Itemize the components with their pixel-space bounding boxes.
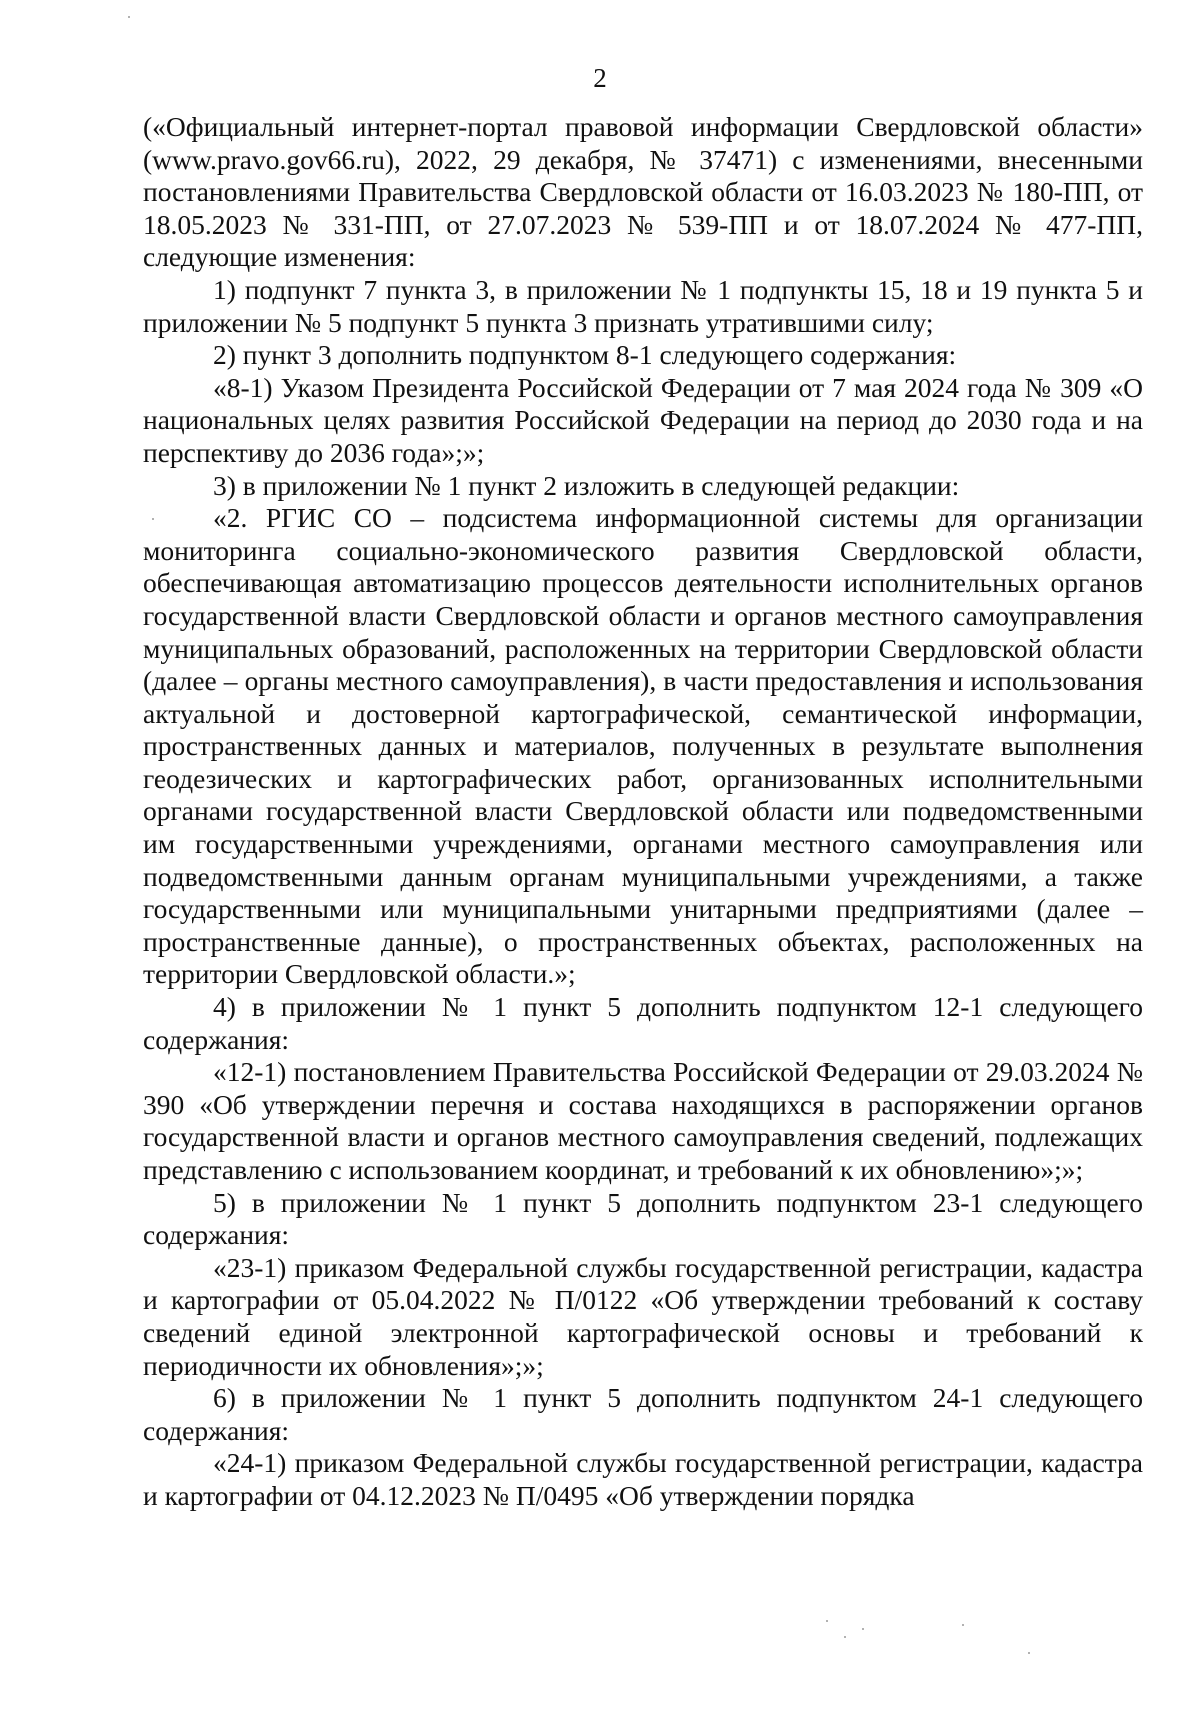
- scan-speck: [826, 1620, 828, 1622]
- paragraph-item-1: 1) подпункт 7 пункта 3, в приложении № 1 подпункты 15, 18 и 19 пункта 5 и приложении № 5 подпункт 5 пункта 3 признать утратившими силу;: [143, 273, 1143, 338]
- document-body: [143, 111, 1143, 1513]
- page-number: 2: [593, 63, 607, 93]
- scan-speck: [844, 1636, 846, 1638]
- paragraph-quote-rgis-definition: «2. РГИС СО – подсистема информационной системы для организации мониторинга социально-экономического развития Свердловской области, обеспечивающая автоматизацию процессов деятельности исполнительных органов государственной власти Свердловской области и органов местного самоуправления муниципальных образований, расположенных на территории Свердловской области (далее – органы местного самоуправления), в части предоставления и использования актуальной и достоверной картографической, семантической информации, пространственных данных и материалов, полученных в результате выполнения геодезических и картографических работ, организованных исполнительными органами государственной власти Свердловской области или подведомственными им государственными учреждениями, органами местного самоуправления или подведомственными данным органам муниципальными учреждениями, а также государственными или муниципальными унитарными предприятиями (далее – пространственные данные), о пространственных объектах, расположенных на территории Свердловской области.»;: [143, 502, 1143, 990]
- scan-speck: [862, 1628, 864, 1630]
- scan-speck: [1028, 1652, 1030, 1654]
- paragraph-item-3: 3) в приложении № 1 пункт 2 изложить в следующей редакции:: [213, 469, 960, 501]
- paragraph-item-6: 6) в приложении № 1 пункт 5 дополнить подпунктом 24-1 следующего содержания:: [143, 1382, 1143, 1446]
- paragraph-item-4: 4) в приложении № 1 пункт 5 дополнить подпунктом 12-1 следующего содержания:: [143, 991, 1143, 1055]
- scan-speck: [152, 518, 154, 520]
- paragraph-quote-23-1: «23-1) приказом Федеральной службы государственной регистрации, кадастра и картографии от 05.04.2022 № П/0122 «Об утверждении требований к составу сведений единой электронной картографической основы и требований к периодичности их обновления»;»;: [143, 1251, 1143, 1381]
- paragraph-item-2: 2) пункт 3 дополнить подпунктом 8-1 следующего содержания:: [213, 339, 957, 371]
- scan-speck: [962, 1624, 964, 1626]
- paragraph-quote-24-1: «24-1) приказом Федеральной службы государственной регистрации, кадастра и картографии от 04.12.2023 № П/0495 «Об утверждении порядка: [143, 1447, 1143, 1511]
- paragraph-item-5: 5) в приложении № 1 пункт 5 дополнить подпунктом 23-1 следующего содержания:: [143, 1186, 1143, 1251]
- paragraph-intro: («Официальный интернет-портал правовой информации Свердловской области» (www.pravo.gov66.ru), 2022, 29 декабря, № 37471) с изменениями, внесенными постановлениями Правительства Свердловской области от 16.03.2023 № 180-ПП, от 18.05.2023 № 331-ПП, от 27.07.2023 № 539-ПП и от 18.07.2024 № 477-ПП, следующие изменения:: [143, 111, 1143, 273]
- paragraph-quote-12-1: «12-1) постановлением Правительства Российской Федерации от 29.03.2024 № 390 «Об утверждении перечня и состава находящихся в распоряжении органов государственной власти и органов местного самоуправления сведений, подлежащих представлению с использованием координат, и требований к их обновлению»;»;: [143, 1056, 1143, 1185]
- paragraph-quote-8-1: «8-1) Указом Президента Российской Федерации от 7 мая 2024 года № 309 «О национальных целях развития Российской Федерации на период до 2030 года и на перспективу до 2036 года»;»;: [143, 371, 1143, 468]
- scan-speck: [128, 16, 130, 18]
